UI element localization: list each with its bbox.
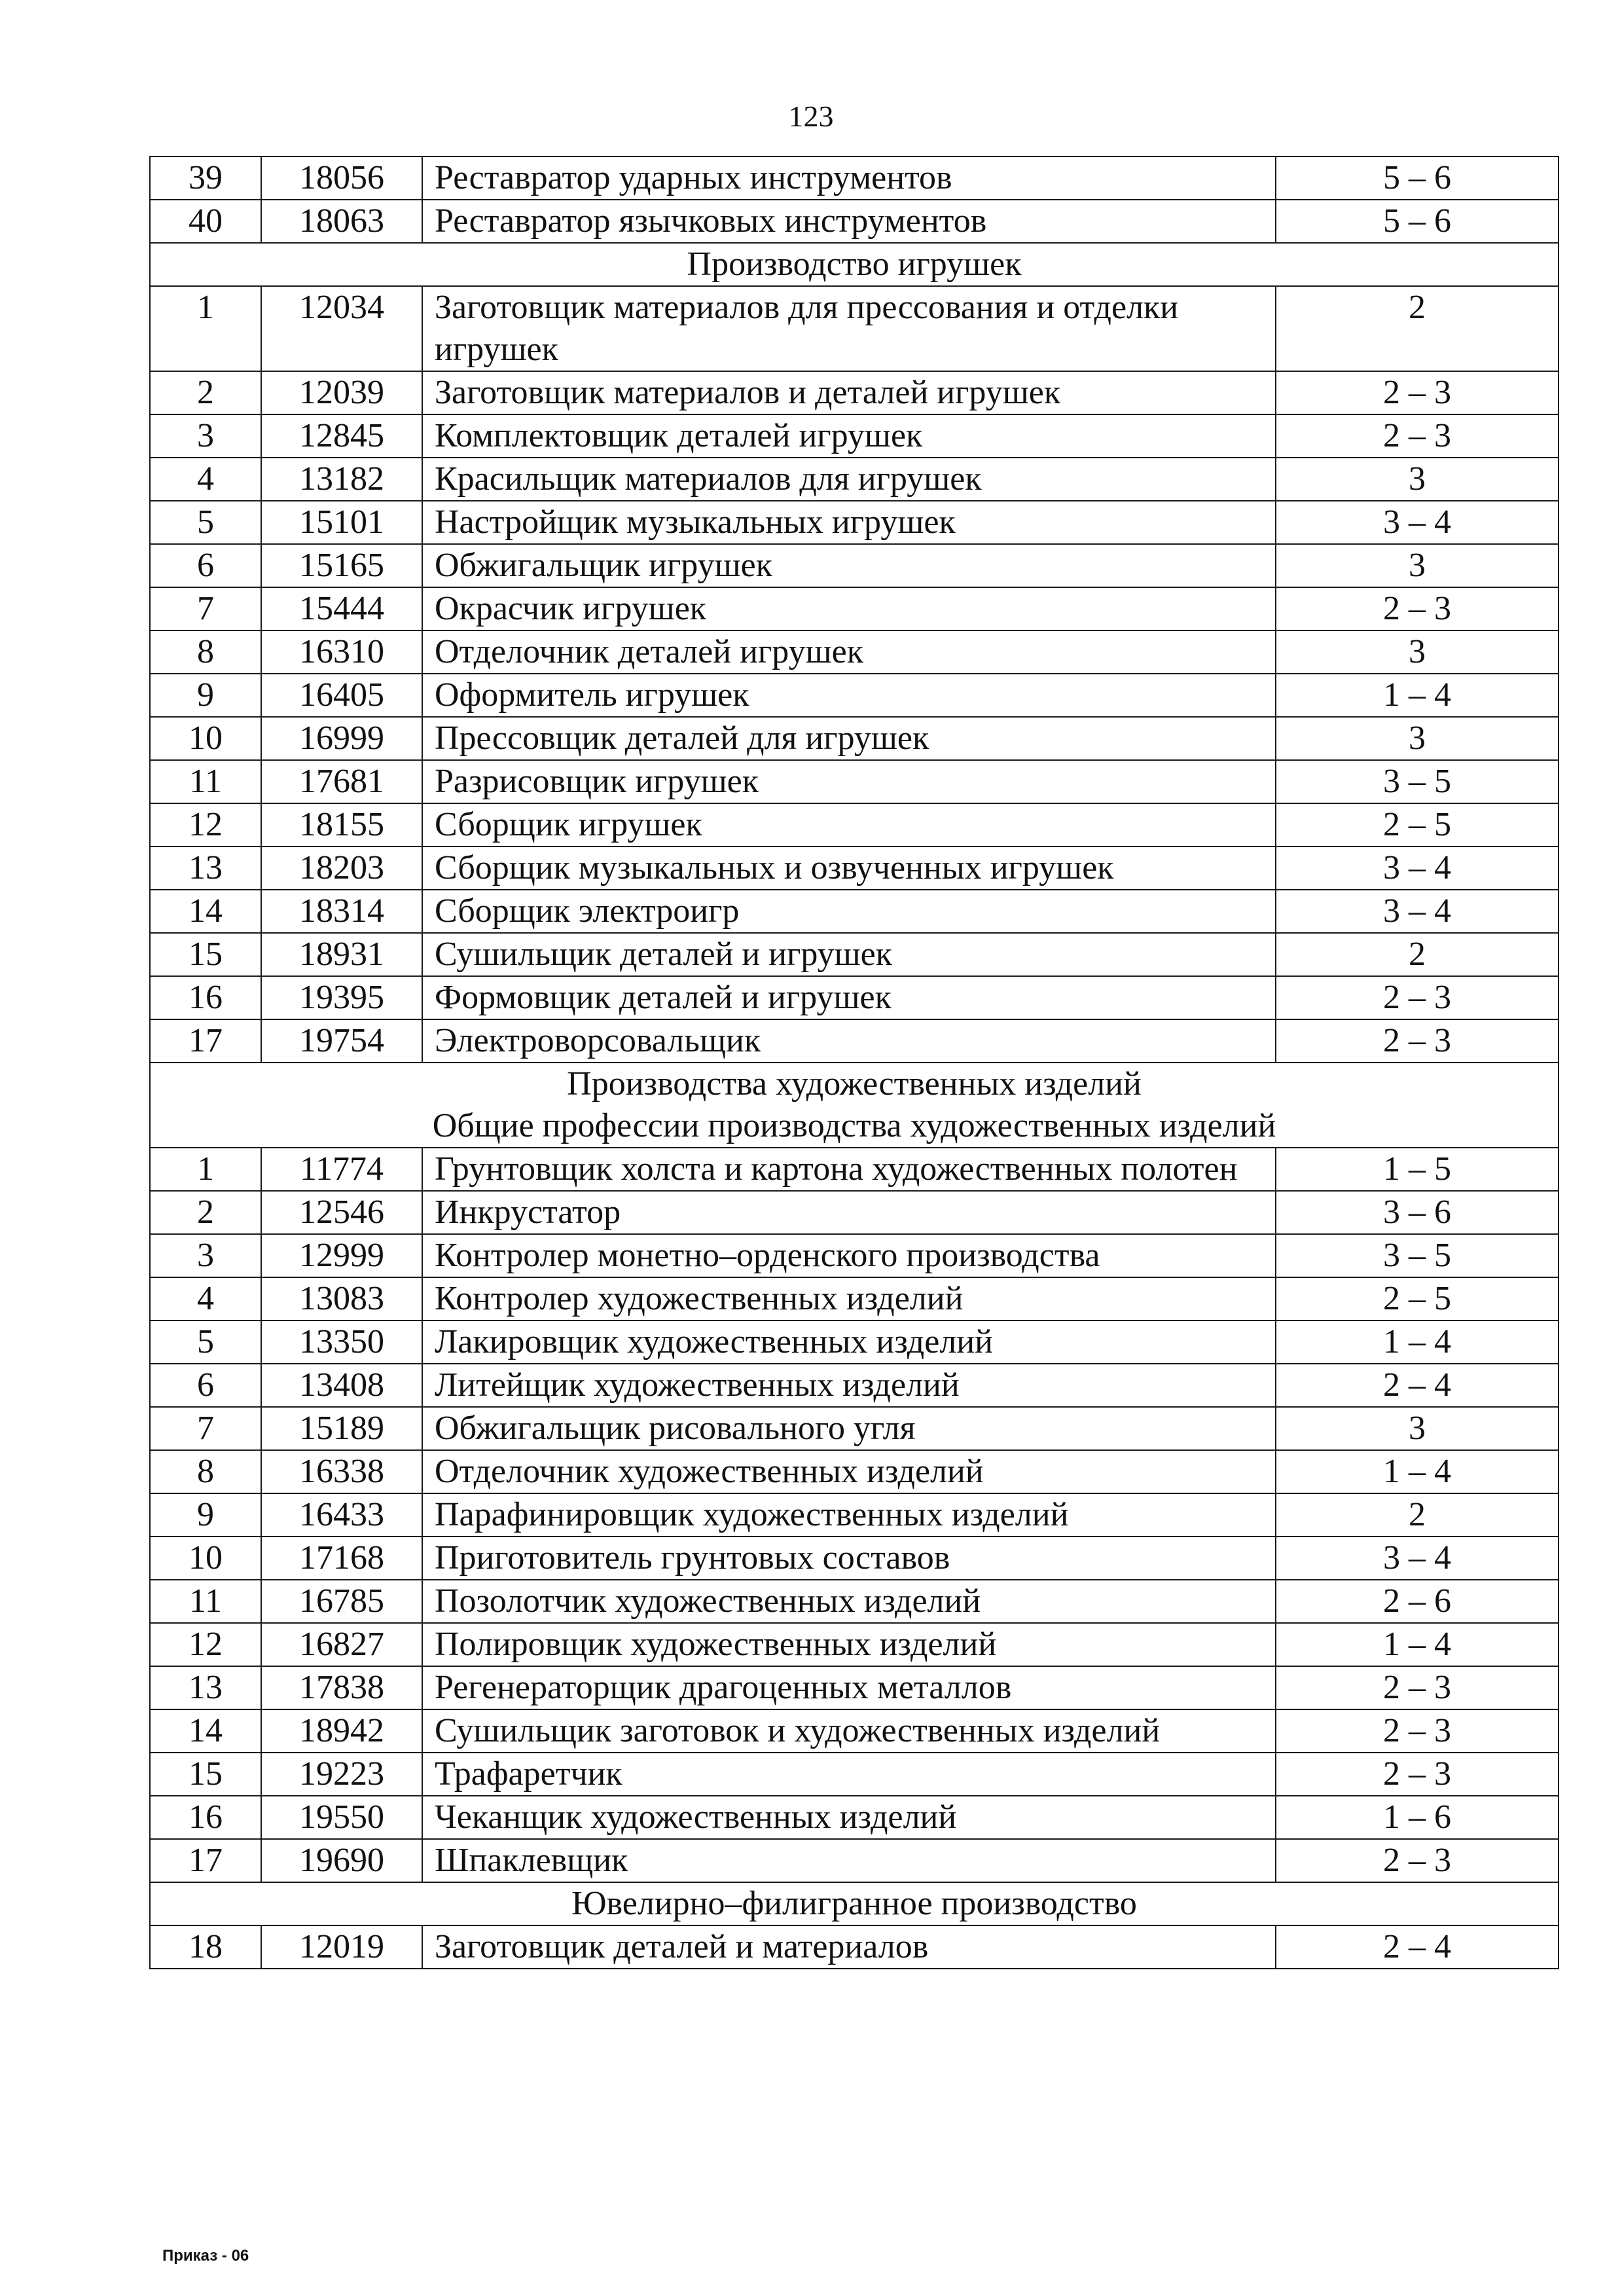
- grade-range: 3 – 4: [1276, 1537, 1559, 1580]
- grade-range: 3 – 4: [1276, 847, 1559, 890]
- row-number: 13: [150, 847, 261, 890]
- profession-name: Лакировщик художественных изделий: [422, 1321, 1276, 1364]
- profession-code: 15165: [261, 544, 422, 587]
- profession-name: Прессовщик деталей для игрушек: [422, 717, 1276, 760]
- row-number: 2: [150, 1191, 261, 1234]
- table-row: [150, 674, 1559, 717]
- grade-range: 3 – 5: [1276, 1234, 1559, 1277]
- row-number: 16: [150, 1796, 261, 1839]
- profession-code: 18942: [261, 1709, 422, 1753]
- row-number: 15: [150, 933, 261, 976]
- row-number: 6: [150, 544, 261, 587]
- grade-range: 2 – 5: [1276, 803, 1559, 847]
- grade-range: 2 – 3: [1276, 1753, 1559, 1796]
- profession-code: 19550: [261, 1796, 422, 1839]
- profession-code: 16338: [261, 1450, 422, 1493]
- row-number: 2: [150, 371, 261, 414]
- row-number: 3: [150, 414, 261, 458]
- grade-range: 1 – 4: [1276, 674, 1559, 717]
- grade-range: 3: [1276, 630, 1559, 674]
- grade-range: 2 – 6: [1276, 1580, 1559, 1623]
- grade-range: 2 – 4: [1276, 1925, 1559, 1969]
- profession-code: 19223: [261, 1753, 422, 1796]
- grade-range: 5 – 6: [1276, 156, 1559, 200]
- table-row: [150, 847, 1559, 890]
- table-row: [150, 501, 1559, 544]
- grade-range: 2: [1276, 286, 1559, 371]
- row-number: 8: [150, 630, 261, 674]
- grade-range: 1 – 6: [1276, 1796, 1559, 1839]
- row-number: 5: [150, 501, 261, 544]
- grade-range: 2 – 3: [1276, 1019, 1559, 1063]
- profession-code: 18056: [261, 156, 422, 200]
- profession-code: 12546: [261, 1191, 422, 1234]
- profession-code: 16999: [261, 717, 422, 760]
- table-row: [150, 1234, 1559, 1277]
- grade-range: 2 – 5: [1276, 1277, 1559, 1321]
- table-row: [150, 976, 1559, 1019]
- grade-range: 3: [1276, 458, 1559, 501]
- profession-name: Литейщик художественных изделий: [422, 1364, 1276, 1407]
- profession-code: 12999: [261, 1234, 422, 1277]
- grade-range: 2 – 3: [1276, 1709, 1559, 1753]
- row-number: 12: [150, 803, 261, 847]
- table-row: [150, 1796, 1559, 1839]
- section-header-row: [150, 1063, 1559, 1148]
- table-row: [150, 1321, 1559, 1364]
- profession-code: 18203: [261, 847, 422, 890]
- row-number: 18: [150, 1925, 261, 1969]
- row-number: 13: [150, 1666, 261, 1709]
- profession-name: Заготовщик материалов и деталей игрушек: [422, 371, 1276, 414]
- row-number: 15: [150, 1753, 261, 1796]
- grade-range: 3: [1276, 1407, 1559, 1450]
- section-title-text: Производство игрушек: [687, 246, 1022, 283]
- table-row: [150, 156, 1559, 200]
- row-number: 4: [150, 1277, 261, 1321]
- profession-code: 16433: [261, 1493, 422, 1537]
- page-number: 123: [788, 100, 834, 133]
- profession-code: 18314: [261, 890, 422, 933]
- table-row: [150, 1925, 1559, 1969]
- table-row: [150, 1148, 1559, 1191]
- table-row: [150, 1537, 1559, 1580]
- profession-name: Отделочник деталей игрушек: [422, 630, 1276, 674]
- profession-name: Заготовщик материалов для прессования и отделки игрушек: [422, 286, 1276, 371]
- table-row: [150, 286, 1559, 371]
- profession-code: 12019: [261, 1925, 422, 1969]
- row-number: 14: [150, 890, 261, 933]
- profession-code: 13408: [261, 1364, 422, 1407]
- grade-range: 3 – 6: [1276, 1191, 1559, 1234]
- profession-name: Заготовщик деталей и материалов: [422, 1925, 1276, 1969]
- table-row: [150, 1580, 1559, 1623]
- table-row: [150, 1364, 1559, 1407]
- row-number: 1: [150, 286, 261, 371]
- profession-code: 16827: [261, 1623, 422, 1666]
- profession-name: Грунтовщик холста и картона художественных полотен: [422, 1148, 1276, 1191]
- grade-range: 5 – 6: [1276, 200, 1559, 243]
- row-number: 9: [150, 674, 261, 717]
- grade-range: 2 – 3: [1276, 371, 1559, 414]
- profession-code: 12034: [261, 286, 422, 371]
- row-number: 17: [150, 1019, 261, 1063]
- profession-name: Приготовитель грунтовых составов: [422, 1537, 1276, 1580]
- table-row: [150, 803, 1559, 847]
- profession-name: Настройщик музыкальных игрушек: [422, 501, 1276, 544]
- profession-name: Позолотчик художественных изделий: [422, 1580, 1276, 1623]
- grade-range: 2 – 3: [1276, 587, 1559, 630]
- table-row: [150, 200, 1559, 243]
- profession-code: 19754: [261, 1019, 422, 1063]
- row-number: 14: [150, 1709, 261, 1753]
- profession-name: Регенераторщик драгоценных металлов: [422, 1666, 1276, 1709]
- profession-name: Сушильщик заготовок и художественных изделий: [422, 1709, 1276, 1753]
- profession-name: Контролер художественных изделий: [422, 1277, 1276, 1321]
- profession-name: Обжигальщик рисовального угля: [422, 1407, 1276, 1450]
- row-number: 4: [150, 458, 261, 501]
- profession-name: Парафинировщик художественных изделий: [422, 1493, 1276, 1537]
- table-row: [150, 890, 1559, 933]
- row-number: 17: [150, 1839, 261, 1882]
- profession-code: 15101: [261, 501, 422, 544]
- row-number: 12: [150, 1623, 261, 1666]
- row-number: 10: [150, 1537, 261, 1580]
- table-row: [150, 1666, 1559, 1709]
- grade-range: 1 – 4: [1276, 1450, 1559, 1493]
- profession-name: Контролер монетно–орденского производства: [422, 1234, 1276, 1277]
- profession-name: Формовщик деталей и игрушек: [422, 976, 1276, 1019]
- row-number: 5: [150, 1321, 261, 1364]
- profession-code: 16785: [261, 1580, 422, 1623]
- profession-code: 13083: [261, 1277, 422, 1321]
- grade-range: 2 – 3: [1276, 1666, 1559, 1709]
- row-number: 3: [150, 1234, 261, 1277]
- grade-range: 2 – 3: [1276, 1839, 1559, 1882]
- row-number: 1: [150, 1148, 261, 1191]
- profession-name: Сборщик электроигр: [422, 890, 1276, 933]
- row-number: 7: [150, 587, 261, 630]
- footer-order-label: Приказ - 06: [162, 2247, 249, 2265]
- grade-range: 2: [1276, 1493, 1559, 1537]
- table-row: [150, 630, 1559, 674]
- row-number: 7: [150, 1407, 261, 1450]
- grade-range: 2 – 4: [1276, 1364, 1559, 1407]
- row-number: 10: [150, 717, 261, 760]
- table-row: [150, 544, 1559, 587]
- table-row: [150, 1019, 1559, 1063]
- profession-code: 13350: [261, 1321, 422, 1364]
- row-number: 40: [150, 200, 261, 243]
- grade-range: 2 – 3: [1276, 414, 1559, 458]
- professions-table-body: [150, 156, 1559, 1969]
- profession-name: Чеканщик художественных изделий: [422, 1796, 1276, 1839]
- section-title-text: Производства художественных изделий: [567, 1065, 1142, 1102]
- row-number: 11: [150, 1580, 261, 1623]
- profession-code: 19395: [261, 976, 422, 1019]
- profession-code: 17681: [261, 760, 422, 803]
- row-number: 16: [150, 976, 261, 1019]
- profession-name: Красильщик материалов для игрушек: [422, 458, 1276, 501]
- table-row: [150, 717, 1559, 760]
- table-row: [150, 414, 1559, 458]
- grade-range: 2 – 3: [1276, 976, 1559, 1019]
- grade-range: 1 – 5: [1276, 1148, 1559, 1191]
- table-row: [150, 1191, 1559, 1234]
- section-title: [150, 1882, 1559, 1925]
- section-header-row: [150, 1882, 1559, 1925]
- profession-name: Разрисовщик игрушек: [422, 760, 1276, 803]
- profession-code: 18931: [261, 933, 422, 976]
- profession-name: Отделочник художественных изделий: [422, 1450, 1276, 1493]
- row-number: 8: [150, 1450, 261, 1493]
- table-row: [150, 760, 1559, 803]
- profession-name: Комплектовщик деталей игрушек: [422, 414, 1276, 458]
- section-title: [150, 243, 1559, 286]
- profession-code: 17168: [261, 1537, 422, 1580]
- grade-range: 3 – 4: [1276, 890, 1559, 933]
- profession-code: 13182: [261, 458, 422, 501]
- section-title: [150, 1063, 1559, 1148]
- grade-range: 1 – 4: [1276, 1321, 1559, 1364]
- grade-range: 1 – 4: [1276, 1623, 1559, 1666]
- profession-code: 19690: [261, 1839, 422, 1882]
- profession-name: Реставратор язычковых инструментов: [422, 200, 1276, 243]
- table-row: [150, 587, 1559, 630]
- grade-range: 3 – 5: [1276, 760, 1559, 803]
- table-row: [150, 458, 1559, 501]
- profession-code: 11774: [261, 1148, 422, 1191]
- table-row: [150, 1623, 1559, 1666]
- profession-name: Сборщик игрушек: [422, 803, 1276, 847]
- table-row: [150, 1709, 1559, 1753]
- section-subtitle-text: Общие профессии производства художественных изделий: [432, 1107, 1276, 1144]
- row-number: 9: [150, 1493, 261, 1537]
- profession-name: Окрасчик игрушек: [422, 587, 1276, 630]
- profession-name: Электроворсовальщик: [422, 1019, 1276, 1063]
- row-number: 39: [150, 156, 261, 200]
- table-row: [150, 1839, 1559, 1882]
- profession-code: 15189: [261, 1407, 422, 1450]
- profession-code: 12845: [261, 414, 422, 458]
- table-row: [150, 1450, 1559, 1493]
- profession-name: Трафаретчик: [422, 1753, 1276, 1796]
- profession-name: Полировщик художественных изделий: [422, 1623, 1276, 1666]
- table-row: [150, 371, 1559, 414]
- grade-range: 3: [1276, 544, 1559, 587]
- profession-name: Шпаклевщик: [422, 1839, 1276, 1882]
- table-row: [150, 1407, 1559, 1450]
- profession-code: 12039: [261, 371, 422, 414]
- profession-name: Сушильщик деталей и игрушек: [422, 933, 1276, 976]
- profession-name: Реставратор ударных инструментов: [422, 156, 1276, 200]
- profession-name: Обжигальщик игрушек: [422, 544, 1276, 587]
- profession-code: 18155: [261, 803, 422, 847]
- table-row: [150, 1753, 1559, 1796]
- profession-name: Оформитель игрушек: [422, 674, 1276, 717]
- profession-code: 18063: [261, 200, 422, 243]
- grade-range: 3 – 4: [1276, 501, 1559, 544]
- section-header-row: [150, 243, 1559, 286]
- profession-code: 16405: [261, 674, 422, 717]
- professions-table: [149, 156, 1559, 1969]
- profession-code: 15444: [261, 587, 422, 630]
- table-row: [150, 933, 1559, 976]
- grade-range: 2: [1276, 933, 1559, 976]
- row-number: 6: [150, 1364, 261, 1407]
- row-number: 11: [150, 760, 261, 803]
- table-row: [150, 1493, 1559, 1537]
- section-title-text: Ювелирно–филигранное производство: [571, 1885, 1137, 1922]
- profession-name: Инкрустатор: [422, 1191, 1276, 1234]
- profession-code: 16310: [261, 630, 422, 674]
- profession-code: 17838: [261, 1666, 422, 1709]
- table-row: [150, 1277, 1559, 1321]
- grade-range: 3: [1276, 717, 1559, 760]
- profession-name: Сборщик музыкальных и озвученных игрушек: [422, 847, 1276, 890]
